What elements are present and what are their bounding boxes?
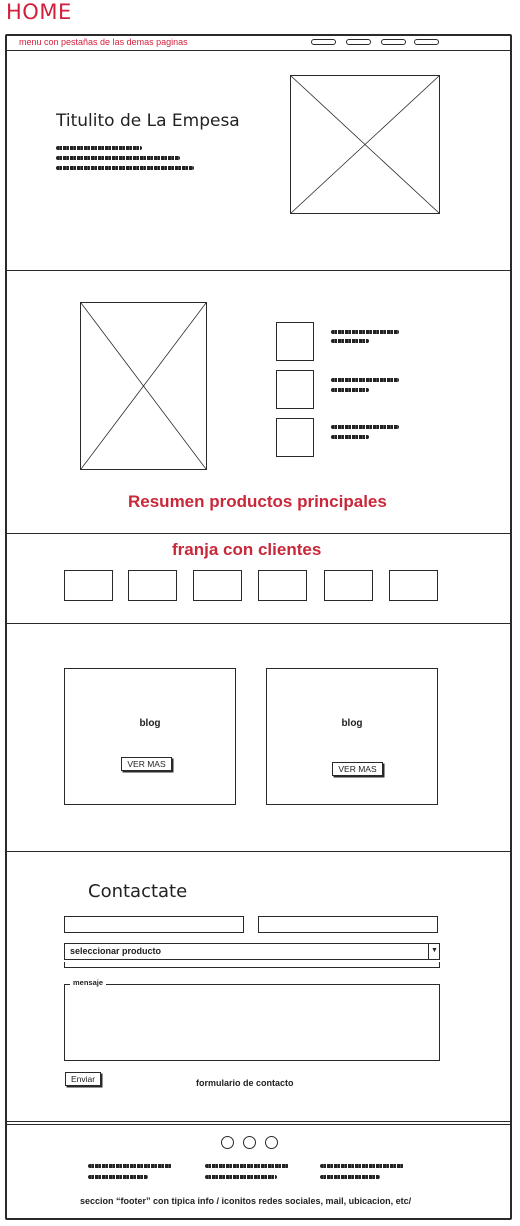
social-icon-3[interactable] [265,1136,278,1149]
nav-tab-3[interactable] [381,39,406,45]
product-text-3b [331,435,369,439]
product-select-dropdown [64,962,440,968]
client-logo-6[interactable] [389,570,438,601]
message-field[interactable] [64,984,440,1061]
product-thumb-3[interactable] [276,418,314,457]
product-select-value: seleccionar producto [70,946,162,956]
blog-card-2 [266,668,438,805]
name-field[interactable] [64,916,244,933]
divider-blog [5,623,512,624]
footer-text-1a [88,1164,172,1168]
clients-heading: franja con clientes [172,540,322,559]
product-text-1b [331,339,369,343]
divider-contact [5,851,512,852]
product-thumb-2[interactable] [276,370,314,409]
product-select[interactable] [64,943,440,960]
social-icon-2[interactable] [243,1136,256,1149]
client-logo-2[interactable] [128,570,177,601]
hero-text-line-3 [56,166,194,170]
footer-text-3b [320,1175,380,1179]
nav-tab-2[interactable] [346,39,371,45]
email-field[interactable] [258,916,438,933]
divider-clients [5,533,512,534]
client-logo-1[interactable] [64,570,113,601]
social-icon-1[interactable] [221,1136,234,1149]
image-placeholder-icon [291,76,439,213]
footer-note: seccion “footer” con tipica info / iconitos redes sociales, mail, ubicacion, etc/ [80,1196,412,1206]
message-label: mensaje [70,978,106,987]
footer-text-2b [205,1175,277,1179]
ver-mas-button[interactable]: VER MAS [332,762,383,776]
product-text-1a [331,330,399,334]
divider-products [5,270,512,271]
product-text-2a [331,378,399,382]
form-note: formulario de contacto [196,1078,294,1088]
nav-label: menu con pestañas de las demas paginas [19,37,188,47]
client-logo-4[interactable] [258,570,307,601]
nav-tab-1[interactable] [311,39,336,45]
client-logo-3[interactable] [193,570,242,601]
product-thumb-1[interactable] [276,322,314,361]
client-logo-5[interactable] [324,570,373,601]
divider-footer [5,1121,512,1122]
image-placeholder-icon [81,303,206,469]
nav-tab-4[interactable] [414,39,439,45]
chevron-down-icon[interactable]: ▼ [428,943,440,960]
products-image-placeholder [80,302,207,470]
contact-title: Contactate [88,881,188,902]
blog-card-label: blog [341,718,363,729]
blog-card-1 [64,668,236,805]
page-title: HOME [6,0,72,24]
ver-mas-button[interactable]: VER MAS [121,757,172,771]
hero-image-placeholder [290,75,440,214]
blog-card-label: blog [139,718,161,729]
hero-text-line-1 [56,146,142,150]
footer-text-1b [88,1175,148,1179]
hero-text-line-2 [56,156,180,160]
products-heading: Resumen productos principales [128,492,387,511]
product-text-2b [331,388,369,392]
divider-footer-inner [5,1124,512,1125]
footer-text-3a [320,1164,404,1168]
footer-text-2a [205,1164,289,1168]
product-text-3a [331,425,399,429]
submit-button[interactable]: Enviar [65,1072,101,1086]
hero-title: Titulito de La Empesa [56,111,240,131]
